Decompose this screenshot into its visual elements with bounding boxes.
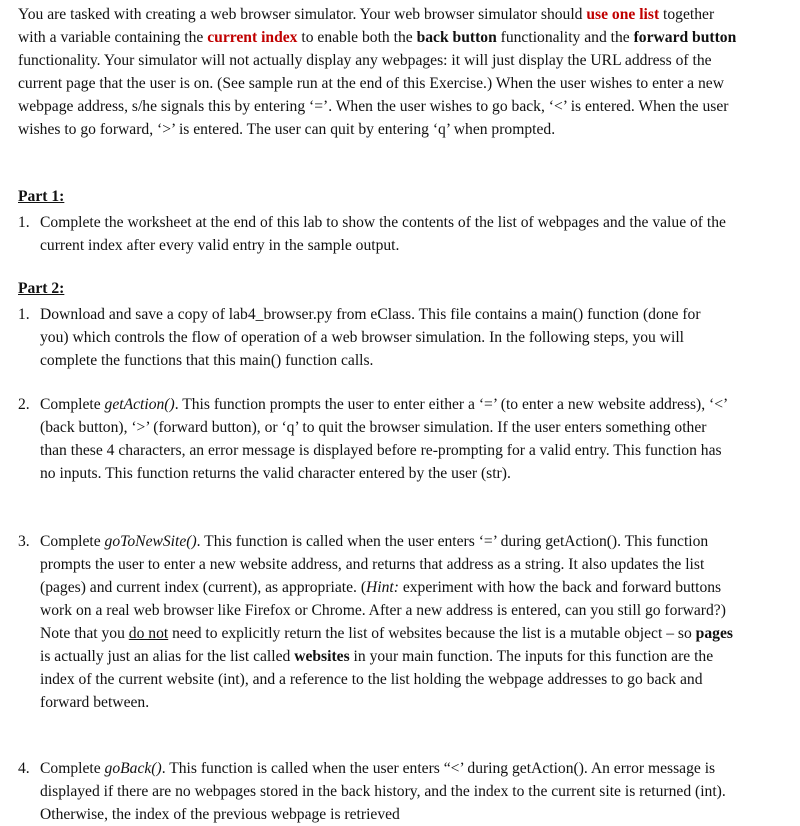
list-item-text: [40, 393, 733, 485]
function-name: getAction(): [104, 396, 175, 413]
part2-item-2: [18, 393, 733, 485]
text-run: . This function is called when the user enters ‘=’ during getAction(). This function prompts the user to enter a new website address, and returns that address as a string. It also updates the list (pages) and current index (current), as appropriate. (: [40, 533, 709, 596]
emphasis-use-one-list: use one list: [586, 6, 660, 23]
list-number: 1.: [18, 306, 30, 323]
intro-paragraph: [18, 3, 738, 141]
list-number: 2.: [18, 396, 30, 413]
part2-item-3: [18, 530, 733, 714]
list-number: 3.: [18, 533, 30, 550]
part2-item-1: [18, 303, 733, 372]
intro-text: to enable both the: [297, 29, 417, 46]
function-name: goBack(): [104, 760, 162, 777]
list-number: 1.: [18, 214, 30, 231]
list-item-text: Download and save a copy of lab4_browser.py from eClass. This file contains a main() function (done for you) which controls the flow of operation of a web browser simulation. In the following steps, you will complete the functions that this main() function calls.: [40, 306, 701, 369]
list-item-text: [40, 530, 733, 714]
text-run: experiment with how the back and forward buttons work on a real web browser like Firefox or Chrome. After a new address is entered, can you still go forward?) Note that you: [40, 579, 726, 642]
part1-heading: Part 1:: [18, 188, 65, 205]
intro-text: functionality and the: [496, 29, 634, 46]
intro-text: You are tasked with creating a web browser simulator. Your web browser simulator should: [18, 6, 587, 23]
text-run: Complete: [40, 760, 105, 777]
text-run: . This function prompts the user to enter either a ‘=’ (to enter a new website address), ‘<’ (back button), ‘>’ (forward button), or ‘q’ to quit the browser simulation. If the user enters something other than these 4 characters, an error message is displayed before re-prompting for a valid entry. This function has no inputs. This function returns the valid character entered by the user (str).: [40, 396, 728, 482]
text-run: need to explicitly return the list of websites because the list is a mutable object – so: [168, 625, 696, 642]
function-name: goToNewSite(): [104, 533, 197, 550]
part2-heading: Part 2:: [18, 280, 65, 297]
emphasis-forward-button: forward button: [633, 29, 737, 46]
emphasis-back-button: back button: [416, 29, 497, 46]
list-item-text: Complete the worksheet at the end of this lab to show the contents of the list of webpages and the value of the current index after every valid entry in the sample output.: [40, 214, 726, 254]
list-item-text: [40, 757, 733, 826]
text-run: Complete: [40, 533, 105, 550]
bold-websites: websites: [294, 648, 350, 665]
text-run: . This function is called when the user enters “<’ during getAction(). An error message is displayed if there are no webpages stored in the back history, and the index to the current site is returned (int). Otherwise, the index of the previous webpage is retrieved: [40, 760, 726, 823]
intro-text: functionality. Your simulator will not actually display any webpages: it will just display the URL address of the current page that the user is on. (See sample run at the end of this Exercise.) When the user wishes to enter a new webpage address, s/he signals this by entering ‘=’. When the user wishes to go back, ‘<’ is entered. When the user wishes to go forward, ‘>’ is entered. The user can quit by entering ‘q’ when prompted.: [18, 52, 729, 138]
text-run: Complete: [40, 396, 105, 413]
underlined-do-not: do not: [128, 625, 169, 642]
text-run: in your main function. The inputs for this function are the index of the current website (int), and a reference to the list holding the webpage addresses to go back and forward between.: [40, 648, 714, 711]
text-run: is actually just an alias for the list called: [40, 648, 295, 665]
hint-label: Hint:: [366, 579, 399, 596]
part1-item-1: [18, 211, 733, 257]
intro-text: together with a variable containing the: [18, 6, 715, 46]
bold-pages: pages: [695, 625, 733, 642]
list-number: 4.: [18, 760, 30, 777]
emphasis-current-index: current index: [207, 29, 298, 46]
part2-item-4: [18, 757, 733, 826]
